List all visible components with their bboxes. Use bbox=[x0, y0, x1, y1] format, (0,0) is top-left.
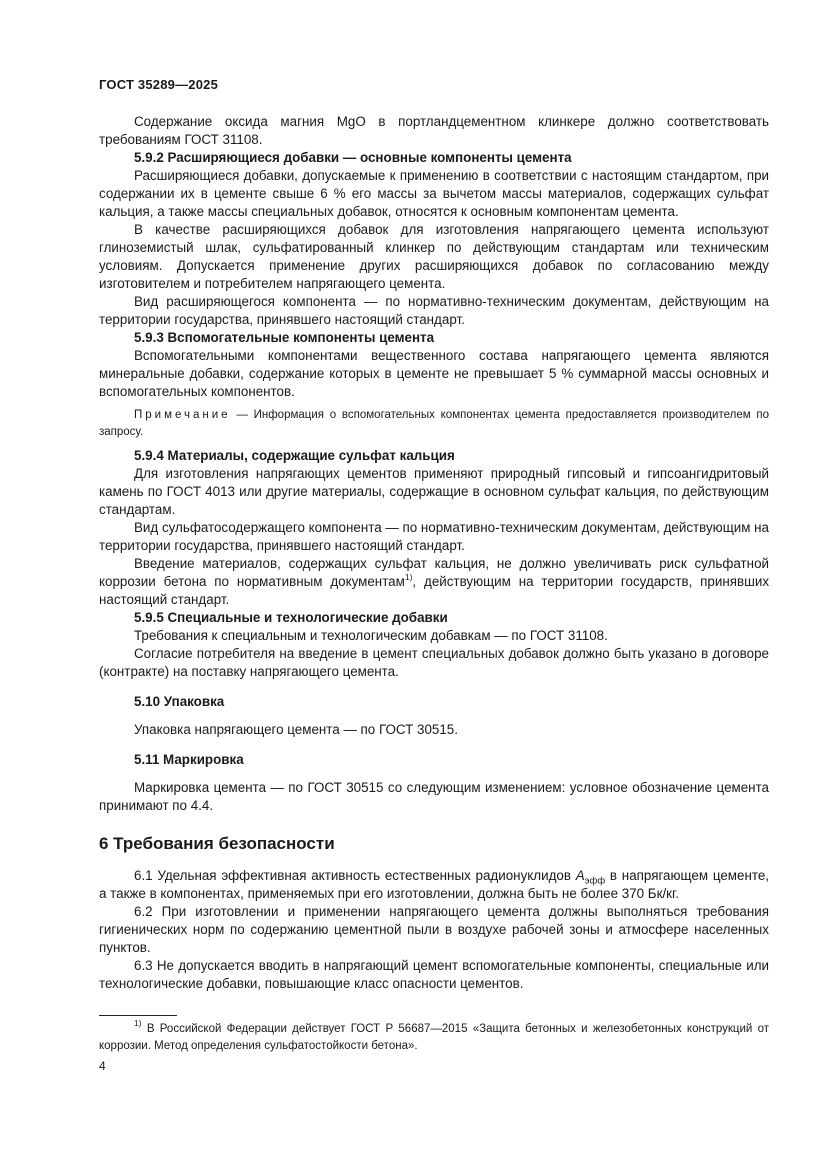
footnote bbox=[99, 1018, 769, 1055]
section-heading-5-9-5: 5.9.5 Специальные и технологические добавки bbox=[134, 610, 448, 625]
paragraph-6-1 bbox=[99, 867, 769, 903]
paragraph-6-2: 6.2 При изготовлении и применении напрягающего цемента должны выполняться требования гигиенических норм по содержанию цементной пыли в воздухе рабочей зоны и атмосфере населенных пунктов. bbox=[99, 904, 769, 955]
paragraph: Вспомогательными компонентами вещественного состава напрягающего цемента являются минеральные добавки, содержание которых в цементе не превышает 5 % суммарной массы основных и вспомогательных компонентов. bbox=[99, 348, 769, 399]
symbol-a: A bbox=[575, 868, 585, 883]
page-number: 4 bbox=[99, 1059, 106, 1073]
paragraph bbox=[99, 555, 769, 609]
paragraph: Согласие потребителя на введение в цемент специальных добавок должно быть указано в договоре (контракте) на поставку напрягающего цемента. bbox=[99, 646, 769, 679]
paragraph: Расширяющиеся добавки, допускаемые к применению в соответствии с настоящим стандартом, при содержании их в цементе свыше 6 % его массы за вычетом массы материалов, содержащих сульфат кальция, а также массы специальных добавок, относятся к основным компонентам цемента. bbox=[99, 168, 769, 219]
footnote-text: В Российской Федерации действует ГОСТ Р 56687—2015 «Защита бетонных и железобетонных конструкций от коррозии. Метод определения сульфатостойкости бетона». bbox=[99, 1023, 769, 1052]
document-body bbox=[99, 113, 769, 993]
section-heading-6: 6 Требования безопасности bbox=[99, 834, 335, 853]
paragraph: Вид расширяющегося компонента — по нормативно-техническим документам, действующим на территории государства, принявшего настоящий стандарт. bbox=[99, 294, 769, 327]
document-header-code: ГОСТ 35289—2025 bbox=[99, 77, 218, 92]
paragraph: Для изготовления напрягающих цементов применяют природный гипсовый и гипсоангидритовый камень по ГОСТ 4013 или другие материалы, содержащие в основном сульфат кальция, по действующим стандартам. bbox=[99, 466, 769, 517]
symbol-subscript: эфф bbox=[584, 875, 606, 887]
section-heading-5-10: 5.10 Упаковка bbox=[134, 694, 225, 709]
section-heading-5-9-4: 5.9.4 Материалы, содержащие сульфат кальция bbox=[134, 448, 455, 463]
section-heading-5-9-3: 5.9.3 Вспомогательные компоненты цемента bbox=[134, 330, 435, 345]
note-text: — Информация о вспомогательных компонентах цемента предоставляется производителем по запросу. bbox=[99, 409, 769, 438]
paragraph-text: , действующим на территории государств, принявших настоящий стандарт. bbox=[99, 574, 770, 607]
note-label: Примечание bbox=[134, 409, 231, 421]
note bbox=[99, 407, 769, 441]
footnote-reference: 1) bbox=[404, 572, 413, 582]
paragraph-mgo: Содержание оксида магния MgO в портландцементном клинкере должно соответствовать требованиям ГОСТ 31108. bbox=[99, 114, 769, 147]
footnote-separator bbox=[99, 1015, 177, 1016]
section-heading-5-11: 5.11 Маркировка bbox=[134, 752, 244, 767]
paragraph-text: в напрягающем цементе, а также в компонентах, применяемых при его изготовлении, должна быть не более 370 Бк/кг. bbox=[99, 868, 769, 901]
paragraph: В качестве расширяющихся добавок для изготовления напрягающего цемента используют глиноземистый шлак, сульфатированный клинкер по действующим стандартам или техническим условиям. Допускается применение других расширяющихся добавок по согласованию между изготовителем и потребителем напрягающего цемента. bbox=[99, 222, 769, 291]
paragraph-text: Введение материалов, содержащих сульфат кальция, не должно увеличивать риск сульфатной коррозии бетона по нормативным документам bbox=[99, 556, 769, 589]
paragraph: Вид сульфатосодержащего компонента — по нормативно-техническим документам, действующим на территории государства, принявшего настоящий стандарт. bbox=[99, 520, 769, 553]
section-heading-5-9-2: 5.9.2 Расширяющиеся добавки — основные компоненты цемента bbox=[134, 150, 572, 165]
paragraph-6-3: 6.3 Не допускается вводить в напрягающий цемент вспомогательные компоненты, специальные или технологические добавки, повышающие класс опасности цементов. bbox=[99, 958, 769, 991]
paragraph: Упаковка напрягающего цемента — по ГОСТ 30515. bbox=[134, 722, 458, 737]
paragraph: Требования к специальным и технологическим добавкам — по ГОСТ 31108. bbox=[134, 628, 608, 643]
paragraph: Маркировка цемента — по ГОСТ 30515 со следующим изменением: условное обозначение цемента принимают по 4.4. bbox=[99, 780, 769, 813]
footnote-mark: 1) bbox=[134, 1018, 142, 1028]
paragraph-text: 6.1 Удельная эффективная активность естественных радионуклидов bbox=[134, 868, 576, 883]
